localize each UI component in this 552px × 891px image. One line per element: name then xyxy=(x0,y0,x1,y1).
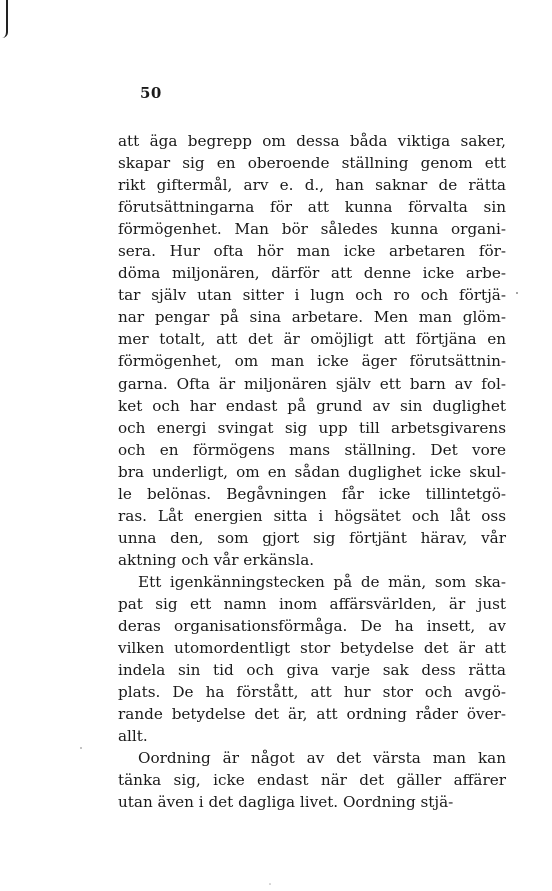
text-line: Oordning är något av det värsta man kan xyxy=(138,749,506,768)
speck xyxy=(80,747,82,749)
text-line: sera. Hur ofta hör man icke arbetaren för- xyxy=(118,242,506,261)
text-line: att äga begrepp om dessa båda viktiga saker, xyxy=(118,132,506,150)
body-text xyxy=(118,130,506,813)
text-line: skapar sig en oberoende ställning genom ett xyxy=(118,154,506,173)
text-line: utan även i det dagliga livet. Oordning stjä- xyxy=(118,793,454,812)
text-line: unna den, som gjort sig förtjänt härav, vår xyxy=(118,528,506,547)
text-line: förmögenhet. Man bör således kunna organi- xyxy=(118,220,506,239)
text-line: rande betydelse det är, att ordning råder över- xyxy=(118,705,506,724)
paragraph xyxy=(118,571,506,747)
text-line: förutsättningarna för att kunna förvalta sin xyxy=(118,198,506,217)
text-line: ras. Låt energien sitta i högsätet och låt oss xyxy=(118,506,506,525)
text-line: Ett igenkänningstecken på de män, som ska- xyxy=(138,572,506,591)
text-line: rikt giftermål, arv e. d., han saknar de rätta xyxy=(118,176,506,195)
text-line: nar pengar på sina arbetare. Men man glöm- xyxy=(118,308,506,327)
text-line: tänka sig, icke endast när det gäller affärer xyxy=(118,771,506,790)
page-number: 50 xyxy=(140,84,162,102)
paragraph xyxy=(118,747,506,813)
text-line: döma miljonären, därför att denne icke arbe- xyxy=(118,264,506,283)
text-line: förmögenhet, om man icke äger förutsättnin- xyxy=(118,352,506,371)
text-line: aktning och vår erkänsla. xyxy=(118,550,315,569)
text-line: garna. Ofta är miljonären själv ett barn av fol- xyxy=(118,374,506,393)
text-line: allt. xyxy=(118,727,148,746)
paragraph xyxy=(118,130,506,571)
text-line: och en förmögens mans ställning. Det vore xyxy=(118,440,506,459)
text-line: indela sin tid och giva varje sak dess rätta xyxy=(118,661,506,680)
text-line: ket och har endast på grund av sin duglighet xyxy=(118,396,506,415)
text-line: deras organisationsförmåga. De ha insett, av xyxy=(118,617,506,636)
text-line: vilken utomordentligt stor betydelse det är att xyxy=(118,639,506,658)
text-line: och energi svingat sig upp till arbetsgivarens xyxy=(118,418,506,437)
text-line: plats. De ha förstått, att hur stor och avgö- xyxy=(118,683,506,702)
speck xyxy=(516,292,518,294)
speck xyxy=(269,883,271,885)
text-line: tar själv utan sitter i lugn och ro och förtjä- xyxy=(118,286,506,305)
text-line: pat sig ett namn inom affärsvärlden, är just xyxy=(118,594,506,613)
text-line: mer totalt, att det är omöjligt att förtjäna en xyxy=(118,330,506,349)
text-line: le belönas. Begåvningen får icke tillintetgö- xyxy=(118,484,506,503)
text-line: bra underligt, om en sådan duglighet icke skul- xyxy=(118,462,506,481)
